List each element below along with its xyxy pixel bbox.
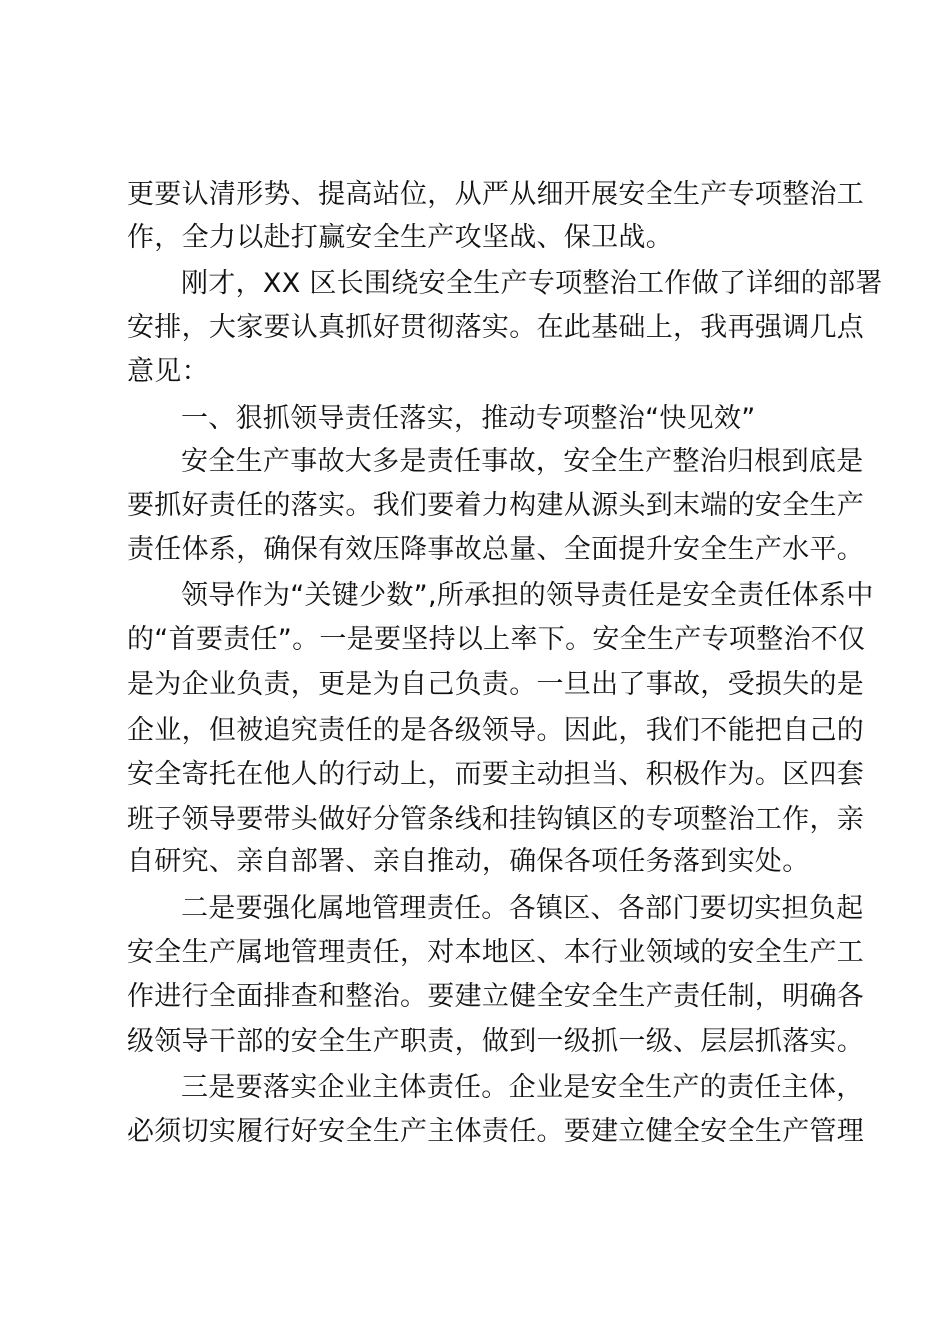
text-line: 安全生产属地管理责任，对本地区、本行业领域的安全生产工 [127,937,865,968]
text-line: 安排，大家要认真抓好贯彻落实。在此基础上，我再强调几点 [127,312,865,343]
text-line: 意见： [127,356,209,387]
text-line: 领导作为“关键少数”,所承担的领导责任是安全责任体系中 [181,580,874,611]
text-line: 二是要强化属地管理责任。各镇区、各部门要切实担负起 [181,893,864,924]
text-line: 必须切实履行好安全生产主体责任。要建立健全安全生产管理 [127,1116,865,1147]
text-line: 级领导干部的安全生产职责，做到一级抓一级、层层抓落实。 [127,1026,865,1057]
text-line: 更要认清形势、提高站位，从严从细开展安全生产专项整治工 [127,179,865,210]
text-line: 要抓好责任的落实。我们要着力构建从源头到末端的安全生产 [127,490,865,521]
text-line: 安全生产事故大多是责任事故，安全生产整治归根到底是 [181,446,864,477]
text-line: 的“首要责任”。一是要坚持以上率下。安全生产专项整治不仅 [127,624,866,655]
text-line: 作进行全面排查和整治。要建立健全安全生产责任制，明确各 [127,981,865,1012]
text-line: 刚才，XX 区长围绕安全生产专项整治工作做了详细的部署 [181,268,883,299]
text-line: 班子领导要带头做好分管条线和挂钩镇区的专项整治工作，亲 [127,804,865,835]
text-line: 自研究、亲自部署、亲自推动，确保各项任务落到实处。 [127,846,810,877]
text-line: 作，全力以赴打赢安全生产攻坚战、保卫战。 [127,222,673,253]
text-line: 企业，但被追究责任的是各级领导。因此，我们不能把自己的 [127,715,865,746]
text-line: 是为企业负责，更是为自己负责。一旦出了事故，受损失的是 [127,669,865,700]
text-line: 责任体系，确保有效压降事故总量、全面提升安全生产水平。 [127,534,865,565]
text-line: 三是要落实企业主体责任。企业是安全生产的责任主体， [181,1072,864,1103]
text-line: 安全寄托在他人的行动上，而要主动担当、积极作为。区四套 [127,759,865,790]
text-line: 一、狠抓领导责任落实，推动专项整治“快见效” [181,403,756,434]
